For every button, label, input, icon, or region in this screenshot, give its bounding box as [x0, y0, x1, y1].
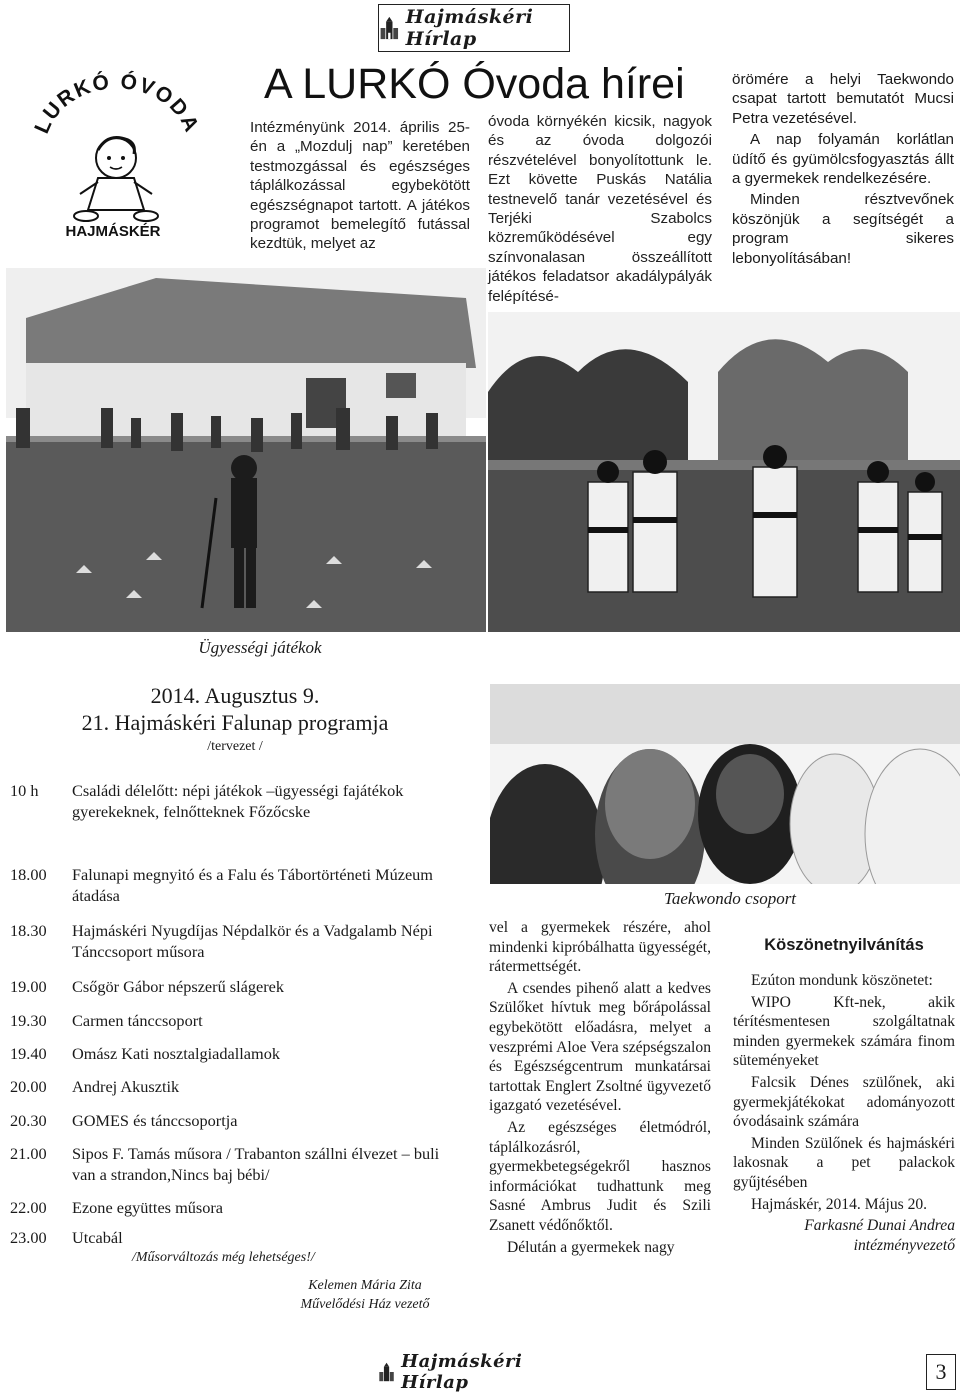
program-signature-title: Művelődési Ház vezető: [300, 1297, 430, 1312]
article-col3-p2: A nap folyamán korlátlan üdítő és gyümölcsfogyasztás állt a gyermekek rendelkezésére.: [732, 131, 954, 188]
program-item-desc: Csőgör Gábor népszerű slágerek: [72, 977, 285, 996]
program-item-time: 10 h: [10, 781, 39, 800]
thanks-sign-title: intézményvezető: [853, 1236, 955, 1254]
thanks-heading: Köszönetnyilvánítás: [764, 936, 924, 954]
photo-taekwondo: [488, 312, 960, 632]
thanks-p4: Minden Szülőnek és hajmáskéri lakosnak a pet palackok gyűjtésében: [733, 1134, 955, 1191]
article-headline: A LURKÓ Óvoda hírei: [264, 60, 685, 108]
page-number: 3: [926, 1354, 956, 1390]
program-item-desc: Omász Kati nosztalgiadallamok: [72, 1044, 280, 1063]
masthead-bottom: [378, 1351, 568, 1393]
thanks-p1: Ezúton mondunk köszönetet:: [751, 972, 933, 989]
thanks-date: Hajmáskér, 2014. Május 20.: [751, 1195, 928, 1213]
program-header: [0, 682, 470, 757]
masthead-title: Hajmáskéri Hírlap: [405, 6, 534, 50]
logo-bottom-text: HAJMÁSKÉR: [65, 223, 161, 240]
program-item-time: 21.00: [10, 1144, 47, 1163]
program-item-time: 19.40: [10, 1044, 47, 1063]
logo-top-text: LURKÓ ÓVOD: [30, 70, 194, 137]
photo-skill-games: [6, 268, 486, 632]
program-item-desc: GOMES és tánccsoportja: [72, 1111, 238, 1130]
program-item-time: 22.00: [10, 1198, 47, 1217]
article-col3-p1: örömére a helyi Taekwondo csapat tartott bemutatót Mucsi Petra vezetésével.: [732, 71, 954, 127]
lower-text-p2: A csendes pihenő alatt a kedves Szülőket hívtuk meg bőrápolással egybekötött előadásra, melyet a veszprémi Aloe Vera szépségszalon és Egészségcentrum munkatársai tartottak Englert Zsoltné ügyvezető igazgató vezetésével.: [489, 979, 711, 1115]
lower-text-p3: Az egészséges életmódról, táplálkozásról, gyermekbetegségekről hasznos információkat tudhattunk meg Sasné Ambrus Judit és Szili Zsanett védőnőktől.: [489, 1118, 711, 1234]
program-date: 2014. Augusztus 9.: [150, 683, 320, 708]
program-item-time: 18.00: [10, 865, 47, 884]
program-item-desc: Carmen tánccsoport: [72, 1011, 203, 1030]
program-item-time: 19.00: [10, 977, 47, 996]
lower-text-p1: vel a gyermekek részére, ahol mindenki kipróbálhatta ügyességét, rátermettségét.: [489, 919, 711, 976]
program-note: /Műsorváltozás még lehetséges!/: [132, 1250, 315, 1265]
article-col3: [732, 70, 954, 268]
thanks-column: [733, 936, 955, 1255]
program-item-desc: Ezone együttes műsora: [72, 1198, 224, 1217]
article-col3-p3: Minden résztvevőnek köszönjük a segítségét a program sikeres lebonyolításában!: [732, 191, 954, 267]
thanks-sign-name: Farkasné Dunai Andrea: [804, 1217, 955, 1235]
program-item-time: 23.00: [10, 1228, 47, 1247]
thanks-signature: [733, 1216, 955, 1255]
masthead-bottom-title: Hajmáskéri Hírlap: [401, 1351, 523, 1393]
lower-text-column: [489, 918, 711, 1257]
caption-taekwondo: Taekwondo csoport: [663, 889, 797, 908]
program-title: 21. Hajmáskéri Falunap programja: [81, 710, 389, 735]
article-col1: Intézményünk 2014. április 25-én a „Mozdulj nap” keretében testmozgással és egészséges táplálkozással egybekötött egészségnapot tartott. A játékos programot bemelegítő futással kezdtük, melyet az: [250, 119, 470, 253]
program-item-time: 19.30: [10, 1011, 47, 1030]
program-item-desc: Andrej Akusztik: [72, 1077, 180, 1096]
program-item-desc: Sipos F. Tamás műsora / Trabanton szállni élvezet – buli van a strandon,Nincs baj bébi/: [72, 1144, 440, 1184]
program-item-desc: Falunapi megnyitó és a Falu és Tábortörténeti Múzeum átadása: [72, 865, 433, 905]
program-item-time: 20.30: [10, 1111, 47, 1130]
program-signature: [250, 1276, 480, 1314]
program-signature-name: Kelemen Mária Zita: [308, 1278, 422, 1293]
program-item-desc: Családi délelőtt: népi játékok –ügyességi fajátékok gyerekeknek, felnőtteknek Főzőcske: [72, 781, 404, 821]
program-item-desc: Hajmáskéri Nyugdíjas Népdalkör és a Vadgalamb Népi Tánccsoport műsora: [72, 921, 433, 961]
program-subtitle: /tervezet /: [207, 739, 263, 754]
photo-children-hoods: [490, 684, 960, 884]
thanks-p3: Falcsik Dénes szülőnek, aki gyermekjátékokat adományozott óvodásaink számára: [733, 1073, 955, 1131]
caption-skill-games: Ügyességi játékok: [198, 638, 322, 657]
masthead-top: [378, 4, 570, 52]
program-item-time: 18.30: [10, 921, 47, 940]
kindergarten-logo: [28, 70, 198, 240]
article-col2: óvoda környékén kicsik, nagyok és az óvoda dolgozói részvételével bonyolítottunk le. Ezt követte Puskás Natália testnevelő tanár vezetésével és Terjéki Szabolcs közreműködésével egy színvonalasan összeállított játékos feladatsor akadálypályák felépítésé-: [488, 113, 712, 305]
lower-text-p4: Délután a gyermekek nagy: [507, 1238, 675, 1256]
thanks-p2: WIPO Kft-nek, akik térítésmentesen szolgáltatnak minden gyermekek számára finom süteményeket: [733, 993, 955, 1070]
castle-icon: [378, 1361, 395, 1383]
program-item-time: 20.00: [10, 1077, 47, 1096]
program-item-desc: Utcabál: [72, 1228, 123, 1247]
svg-text:LURKÓ ÓVODA: [30, 70, 198, 137]
castle-icon: [379, 14, 400, 42]
